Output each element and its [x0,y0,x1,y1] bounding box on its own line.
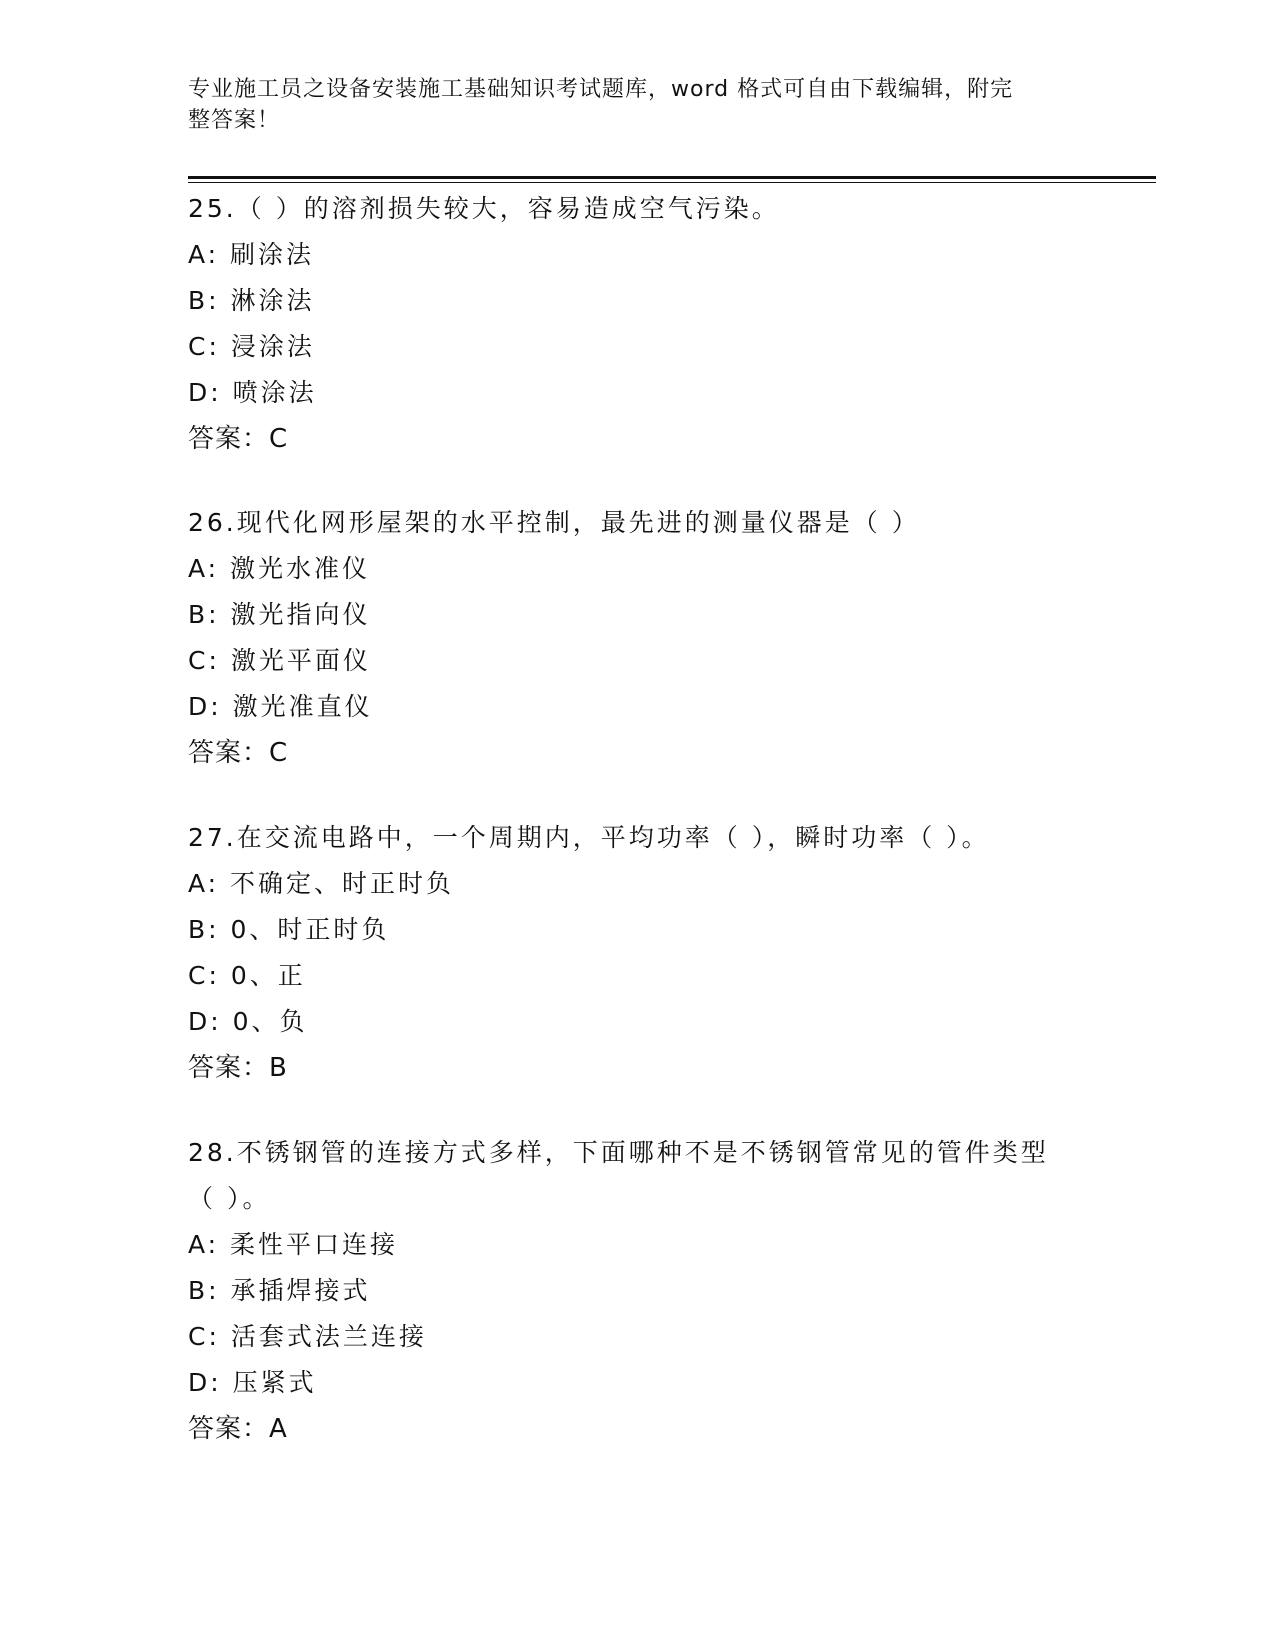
option-c: C: 浸涂法 [188,332,315,361]
question-stem: 27.在交流电路中，一个周期内，平均功率（ ），瞬时功率（ ）。 [188,823,990,852]
question-stem-line-1: 28.不锈钢管的连接方式多样，下面哪种不是不锈钢管常见的管件类型 [188,1138,1049,1167]
header-rule-thick [188,176,1156,179]
option-a: A: 刷涂法 [188,240,315,269]
option-b: B: 淋涂法 [188,286,315,315]
header-line-2: 整答案！ [188,108,281,133]
answer: 答案：B [188,1053,288,1083]
header-line-1: 专业施工员之设备安装施工基础知识考试题库，word 格式可自由下载编辑，附完 [188,77,1014,102]
answer: 答案：C [188,424,289,454]
document-header [188,74,1068,136]
question-28 [188,1130,1088,1452]
option-c: C: 0、正 [188,961,306,990]
answer: 答案：C [188,738,289,768]
question-26 [188,500,1088,776]
option-c: C: 活套式法兰连接 [188,1322,427,1351]
question-27 [188,815,1088,1091]
option-d: D: 喷涂法 [188,378,317,407]
answer: 答案：A [188,1414,288,1444]
option-c: C: 激光平面仪 [188,646,371,675]
option-a: A: 激光水准仪 [188,554,371,583]
option-d: D: 激光准直仪 [188,692,373,721]
option-b: B: 0、时正时负 [188,915,390,944]
option-b: B: 承插焊接式 [188,1276,371,1305]
question-stem: 26.现代化网形屋架的水平控制，最先进的测量仪器是（ ） [188,508,920,537]
header-rule-thin [188,182,1156,183]
option-a: A: 不确定、时正时负 [188,869,455,898]
option-d: D: 0、负 [188,1007,308,1036]
option-b: B: 激光指向仪 [188,600,371,629]
option-a: A: 柔性平口连接 [188,1230,399,1259]
option-d: D: 压紧式 [188,1368,317,1397]
question-stem: 25.（ ）的溶剂损失较大，容易造成空气污染。 [188,194,780,223]
question-25 [188,186,1088,462]
question-stem-line-2: （ ）。 [188,1184,271,1213]
